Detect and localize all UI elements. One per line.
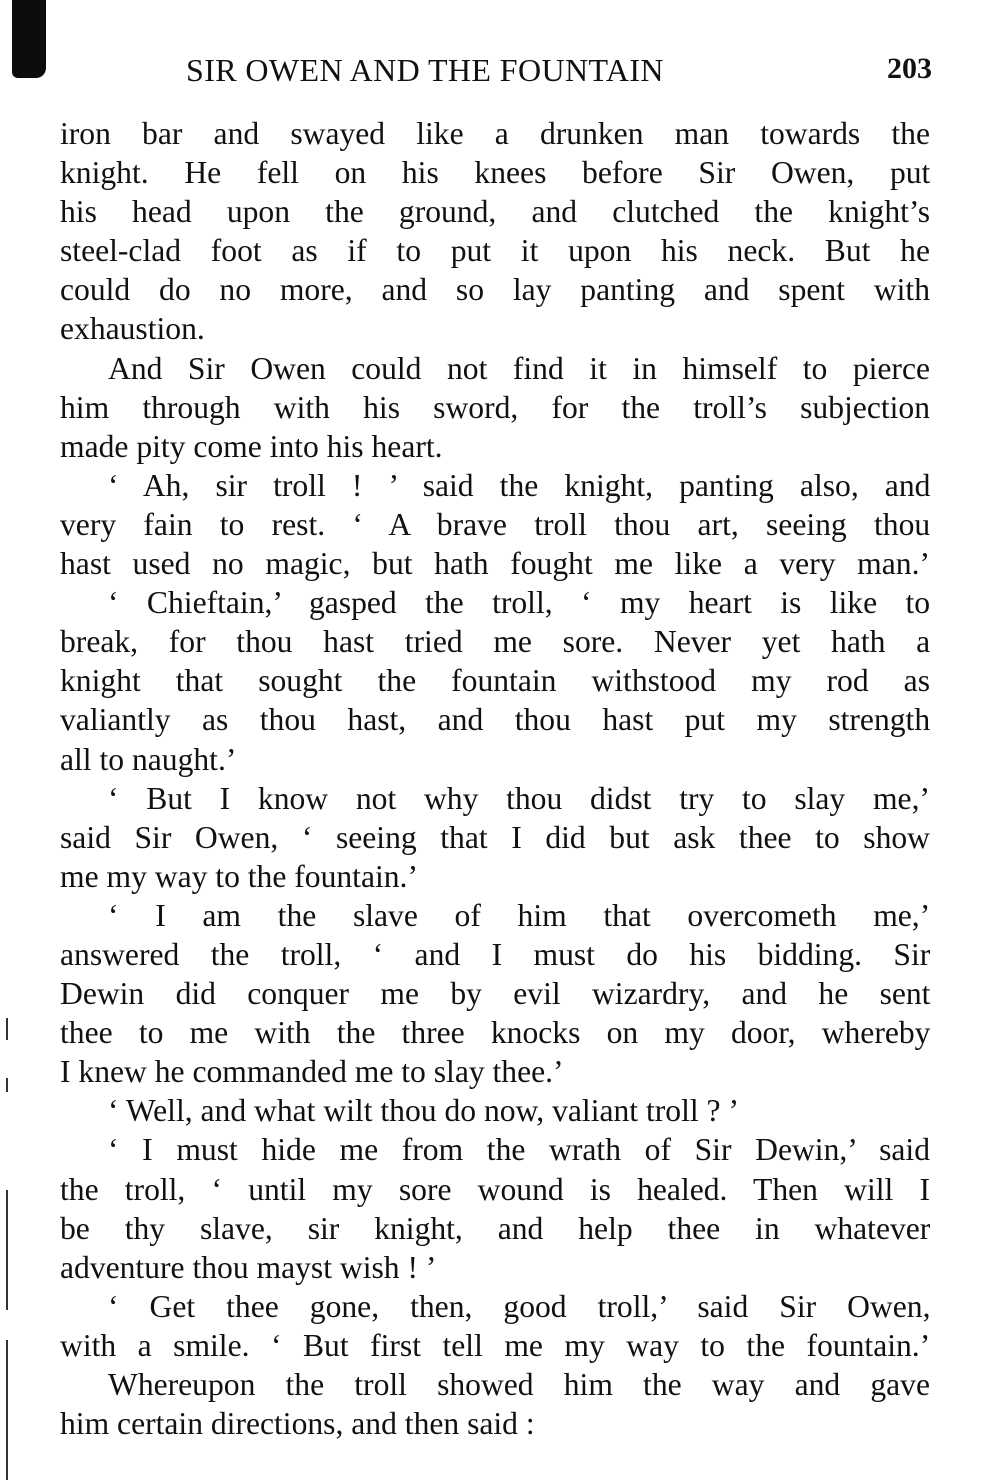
text-line: knight. He fell on his knees before Sir Owen, put bbox=[60, 155, 931, 191]
text-line: ‘ Ah, sir troll ! ’ said the knight, panting also, and bbox=[108, 467, 931, 503]
text-line: ‘ I am the slave of him that overcometh me,’ bbox=[108, 897, 931, 933]
page-edge-mark bbox=[6, 1340, 8, 1480]
text-line: exhaustion. bbox=[60, 311, 205, 347]
text-line: answered the troll, ‘ and I must do his bidding. Sir bbox=[60, 936, 931, 972]
page-edge-mark bbox=[6, 1018, 8, 1040]
page-edge-mark bbox=[6, 1078, 8, 1092]
text-line: iron bar and swayed like a drunken man towards the bbox=[60, 116, 930, 151]
text-line: him certain directions, and then said : bbox=[60, 1406, 535, 1442]
text-line: steel-clad foot as if to put it upon his neck. But he bbox=[60, 233, 930, 269]
body-text bbox=[60, 114, 930, 1443]
running-title: SIR OWEN AND THE FOUNTAIN bbox=[186, 52, 664, 88]
text-line: ‘ Get thee gone, then, good troll,’ said Sir Owen, bbox=[108, 1288, 931, 1324]
text-line: hast used no magic, but hath fought me like a very man.’ bbox=[60, 546, 930, 582]
text-line: And Sir Owen could not find it in himself to pierce bbox=[108, 350, 930, 386]
text-line: valiantly as thou hast, and thou hast put my strength bbox=[60, 702, 931, 738]
text-line: ‘ Chieftain,’ gasped the troll, ‘ my heart is like to bbox=[108, 585, 931, 621]
running-head bbox=[60, 52, 932, 98]
text-line: me my way to the fountain.’ bbox=[60, 858, 418, 894]
text-line: very fain to rest. ‘ A brave troll thou art, seeing thou bbox=[60, 506, 931, 542]
text-line: ‘ Well, and what wilt thou do now, valiant troll ? ’ bbox=[108, 1093, 739, 1129]
text-line: adventure thou mayst wish ! ’ bbox=[60, 1249, 437, 1285]
text-line: Dewin did conquer me by evil wizardry, and he sent bbox=[60, 976, 931, 1012]
text-line: be thy slave, sir knight, and help thee in whatever bbox=[60, 1210, 931, 1246]
text-line: made pity come into his heart. bbox=[60, 428, 443, 464]
text-line: Whereupon the troll showed him the way and gave bbox=[108, 1367, 930, 1402]
text-line: the troll, ‘ until my sore wound is healed. Then will I bbox=[60, 1171, 930, 1207]
text-line: knight that sought the fountain withstood my rod as bbox=[60, 663, 930, 699]
text-line: said Sir Owen, ‘ seeing that I did but ask thee to show bbox=[60, 819, 930, 855]
text-line: I knew he commanded me to slay thee.’ bbox=[60, 1054, 564, 1090]
binding-shadow-mark bbox=[12, 0, 46, 78]
page-edge-mark bbox=[6, 1190, 8, 1310]
text-line: ‘ But I know not why thou didst try to slay me,’ bbox=[108, 780, 930, 816]
page-number: 203 bbox=[887, 52, 932, 85]
text-line: thee to me with the three knocks on my door, whereby bbox=[60, 1015, 931, 1051]
text-line: with a smile. ‘ But first tell me my way to the fountain.’ bbox=[60, 1327, 931, 1363]
text-line: ‘ I must hide me from the wrath of Sir Dewin,’ said bbox=[108, 1132, 930, 1168]
text-line: him through with his sword, for the troll’s subjection bbox=[60, 389, 930, 425]
text-line: could do no more, and so lay panting and spent with bbox=[60, 272, 930, 308]
text-line: break, for thou hast tried me sore. Never yet hath a bbox=[60, 624, 931, 660]
text-line: all to naught.’ bbox=[60, 741, 237, 777]
text-line: his head upon the ground, and clutched the knight’s bbox=[60, 194, 930, 230]
